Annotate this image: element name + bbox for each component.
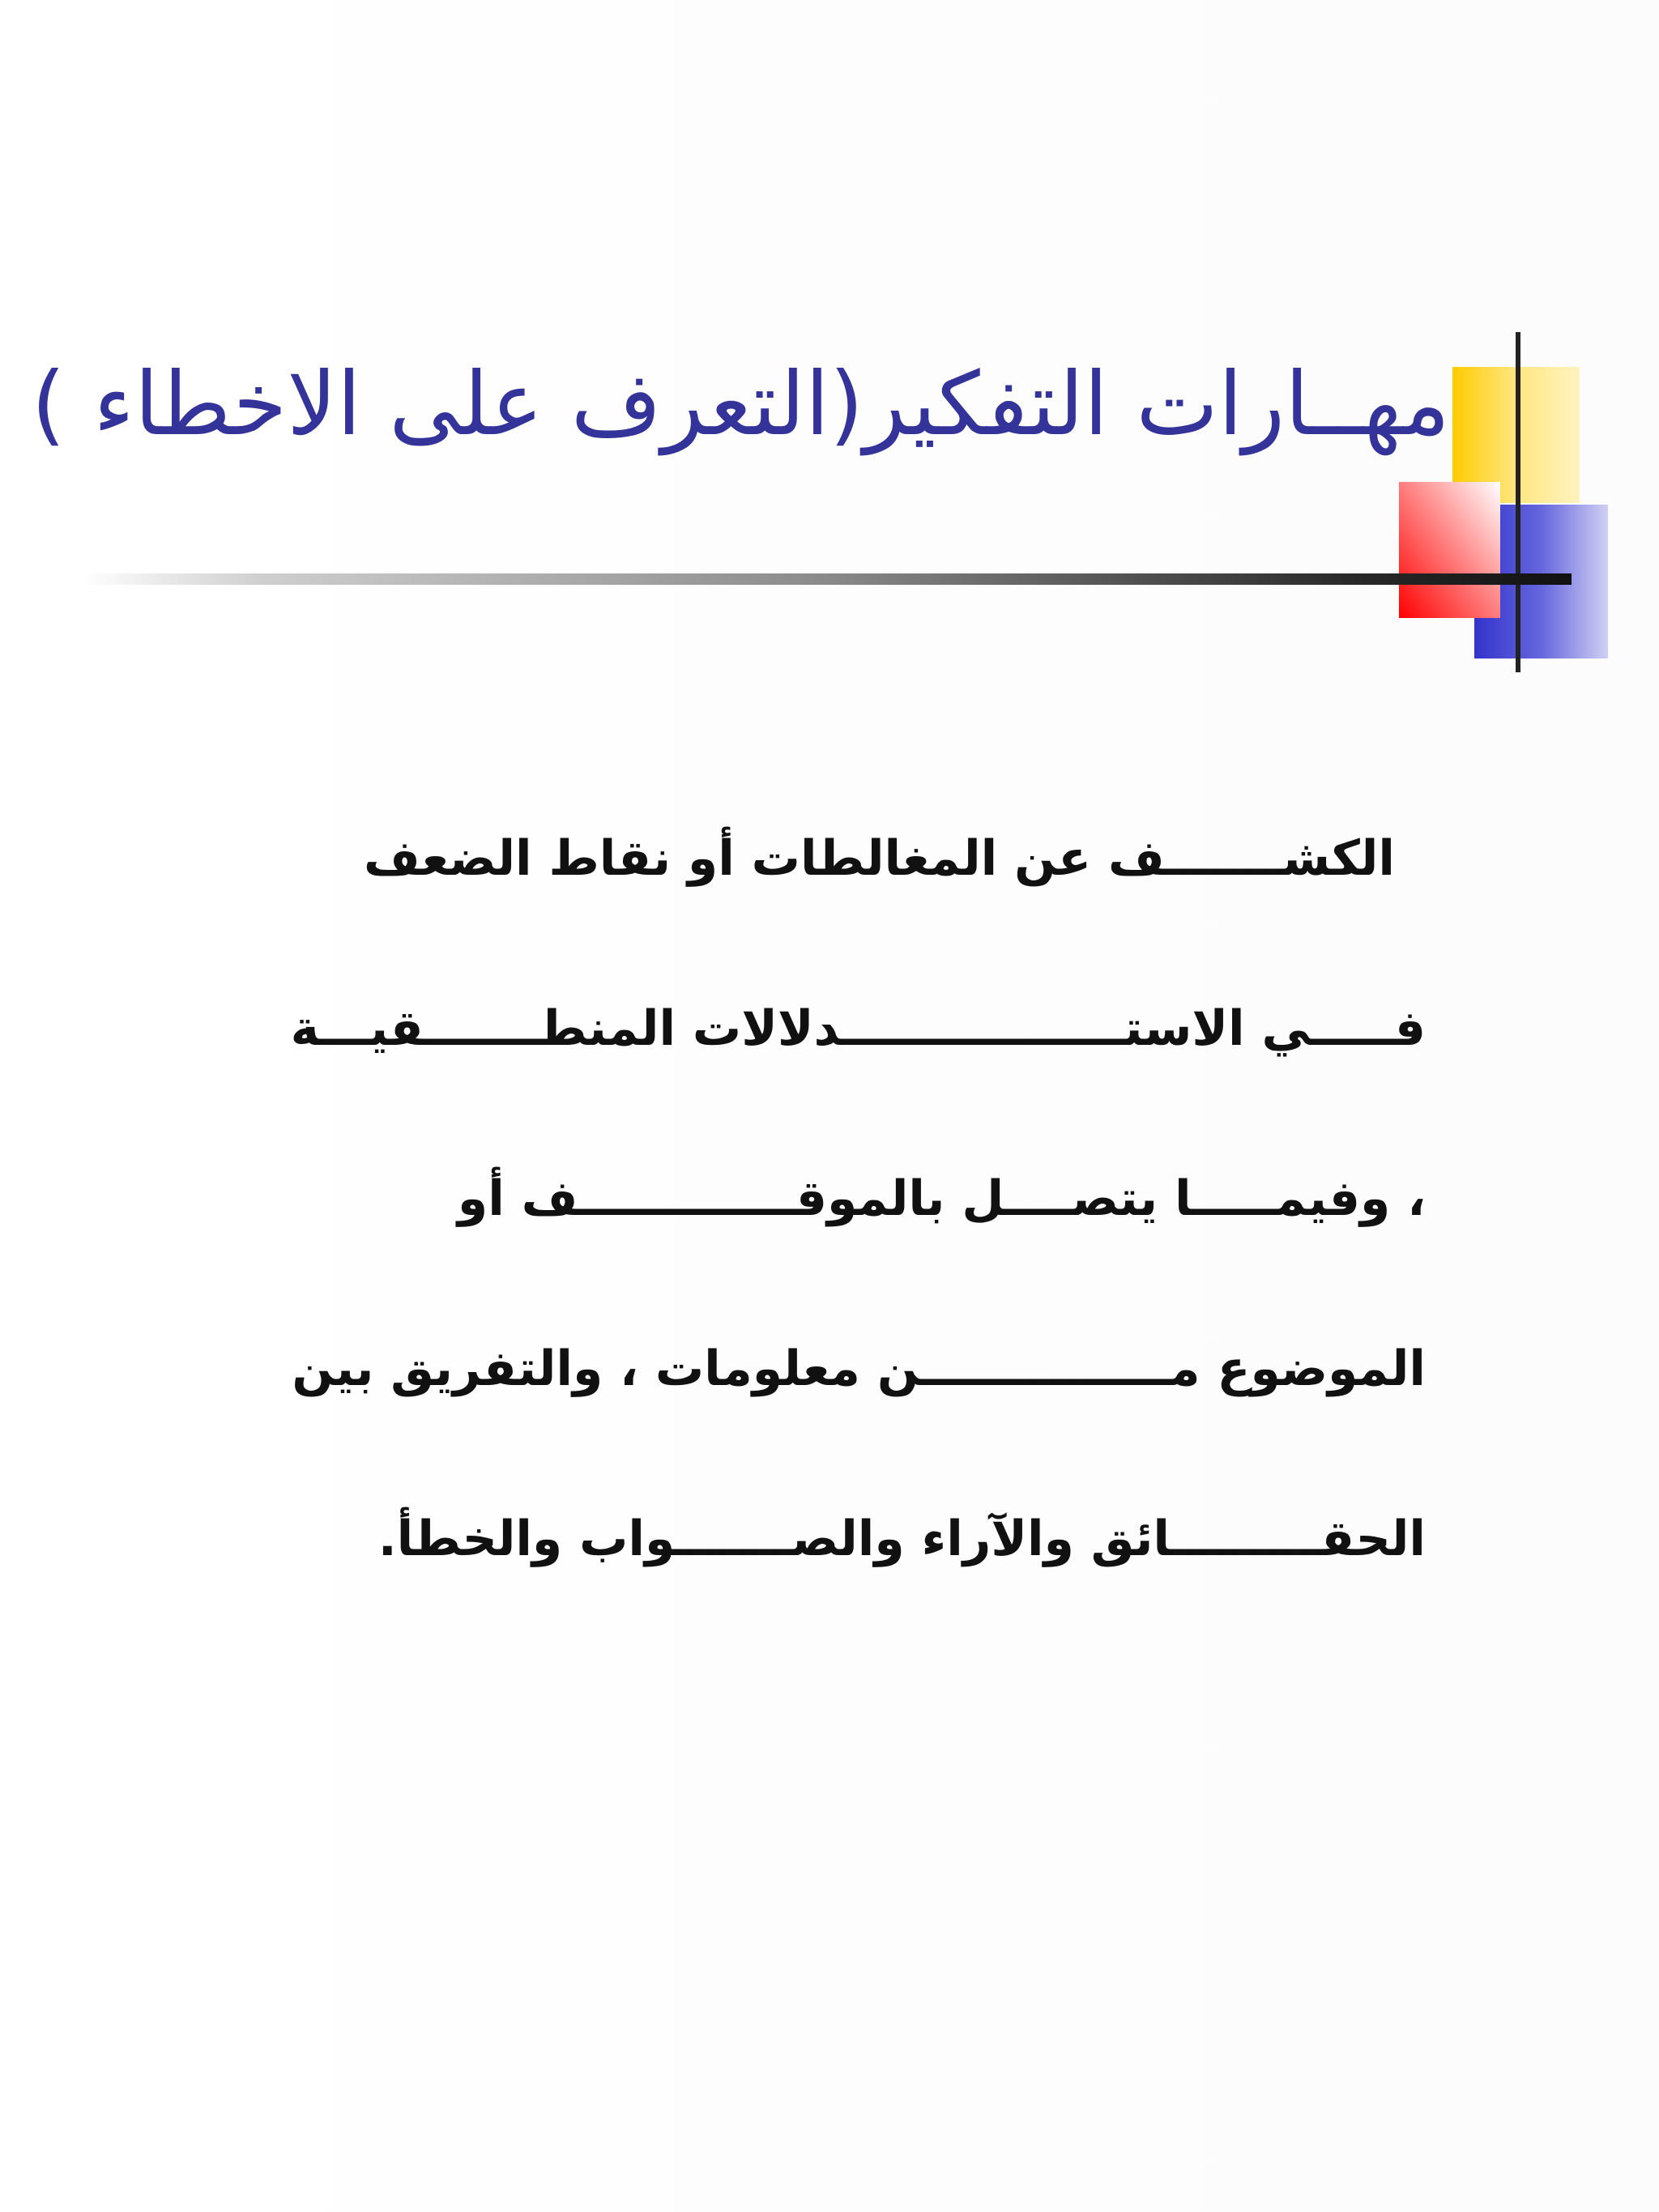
title-divider-rule [81, 573, 1572, 585]
body-line-3: ، وفيمـــــا يتصــــل بالموقـــــــــــــف أو [457, 1170, 1426, 1227]
body-line-2: فـــــي الاستـــــــــــــــــدلالات المنطـــــــقيـــة [290, 1000, 1426, 1057]
deco-vertical-line [1516, 332, 1520, 672]
decorative-squares [1377, 332, 1620, 680]
body-line-4: الموضوع مـــــــــــــــن معلومات ، والتفريق بين [292, 1340, 1426, 1397]
body-line-1: الكشـــــــف عن المغالطات أو نقاط الضعف [364, 830, 1395, 887]
deco-red-square [1399, 482, 1500, 618]
slide-body [138, 802, 1426, 1652]
body-line-5: الحقـــــــــائق والآراء والصـــــــواب والخطأ. [377, 1511, 1426, 1567]
slide-title: مهــارات التفكير(التعرف على الاخطاء ) [31, 354, 1450, 455]
